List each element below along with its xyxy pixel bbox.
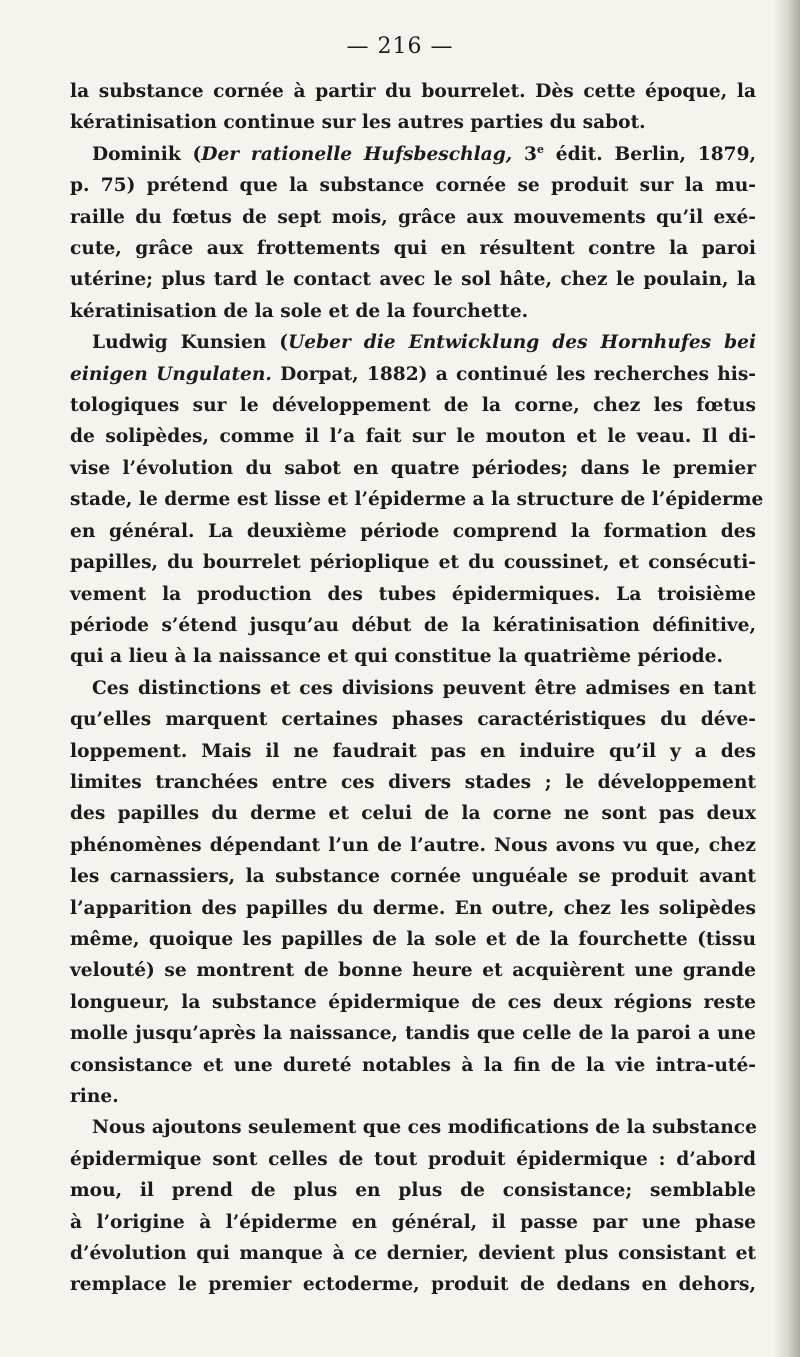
text-line: papilles, du bourrelet périoplique et du coussinet, et consécuti-: [70, 552, 756, 574]
text-line: cute, grâce aux frottements qui en résultent contre la paroi: [70, 238, 756, 260]
text-line: raille du fœtus de sept mois, grâce aux mouvements qu’il exé-: [70, 206, 756, 228]
text-line: en général. La deuxième période comprend la formation des: [70, 520, 756, 542]
text-line: des papilles du derme et celui de la corne ne sont pas deux: [70, 803, 756, 825]
text-line: stade, le derme est lisse et l’épiderme a la structure de l’épiderme: [70, 489, 764, 511]
book-title: Der rationelle Hufsbeschlag,: [201, 143, 513, 165]
page-number: — 216 —: [346, 34, 454, 59]
text-line: qu’elles marquent certaines phases caractéristiques du déve-: [70, 709, 756, 731]
text-line: mou, il prend de plus en plus de consistance; semblable: [70, 1180, 756, 1202]
text-line: la substance cornée à partir du bourrelet. Dès cette époque, la: [70, 81, 756, 102]
text-line: les carnassiers, la substance cornée unguéale se produit avant: [70, 866, 756, 888]
text-line: [70, 359, 756, 390]
text-line: phénomènes dépendant l’un de l’autre. Nous avons vu que, chez: [70, 834, 756, 856]
text-line: d’évolution qui manque à ce dernier, devient plus consistant et: [70, 1243, 756, 1265]
text-line: l’apparition des papilles du derme. En outre, chez les solipèdes: [70, 897, 756, 919]
text-line: tologiques sur le développement de la corne, chez les fœtus: [70, 395, 756, 417]
author-name: Dominik (: [92, 143, 202, 165]
edition-superscript: e: [536, 142, 544, 156]
text-line: Nous ajoutons seulement que ces modifications de la substance: [92, 1117, 757, 1139]
book-title: Ueber die Entwicklung des Hornhufes bei: [288, 332, 757, 354]
text-line: molle jusqu’après la naissance, tandis que celle de la paroi a une: [70, 1023, 756, 1045]
body-text: [70, 76, 764, 1301]
text-line: limites tranchées entre ces divers stades ; le développement: [70, 771, 756, 793]
text-line: kératinisation de la sole et de la fourchette.: [70, 300, 529, 322]
text-line: loppement. Mais il ne faudrait pas en induire qu’il y a des: [70, 740, 756, 762]
text-line: utérine; plus tard le contact avec le sol hâte, chez le poulain, la: [70, 269, 756, 291]
text-line: qui a lieu à la naissance et qui constitue la quatrième période.: [70, 646, 723, 668]
text-line: vement la production des tubes épidermiques. La troisième: [70, 583, 756, 605]
page-edge-shadow: [774, 0, 800, 1357]
publication-info: édit. Berlin, 1879,: [543, 143, 756, 165]
text-line: rine.: [70, 1086, 119, 1107]
text-line: à l’origine à l’épiderme en général, il passe par une phase: [70, 1211, 756, 1233]
author-name: Ludwig Kunsien (: [92, 332, 289, 354]
text-line: consistance et une dureté notables à la fin de la vie intra-uté-: [70, 1054, 756, 1076]
text-line: épidermique sont celles de tout produit épidermique : d’abord: [70, 1148, 756, 1170]
text-line: [70, 327, 756, 358]
text-line: [70, 139, 756, 170]
text-line: kératinisation continue sur les autres parties du sabot.: [70, 112, 646, 134]
text-line: longueur, la substance épidermique de ces deux régions reste: [70, 991, 756, 1013]
edition-number: 3: [512, 143, 537, 165]
text-line: de solipèdes, comme il l’a fait sur le mouton et le veau. Il di-: [70, 426, 756, 448]
book-title-continued: einigen Ungulaten.: [70, 363, 272, 385]
text-line: remplace le premier ectoderme, produit de dedans en dehors,: [70, 1274, 756, 1296]
text-line: vise l’évolution du sabot en quatre périodes; dans le premier: [70, 457, 756, 479]
text-line: Ces distinctions et ces divisions peuvent être admises en tant: [92, 677, 756, 699]
text-line: période s’étend jusqu’au début de la kératinisation définitive,: [70, 614, 756, 636]
text-line: même, quoique les papilles de la sole et de la fourchette (tissu: [70, 928, 756, 950]
publication-info: Dorpat, 1882) a continué les recherches his-: [271, 363, 756, 385]
text-line: p. 75) prétend que la substance cornée se produit sur la mu-: [70, 175, 756, 197]
text-line: velouté) se montrent de bonne heure et acquièrent une grande: [70, 960, 756, 982]
